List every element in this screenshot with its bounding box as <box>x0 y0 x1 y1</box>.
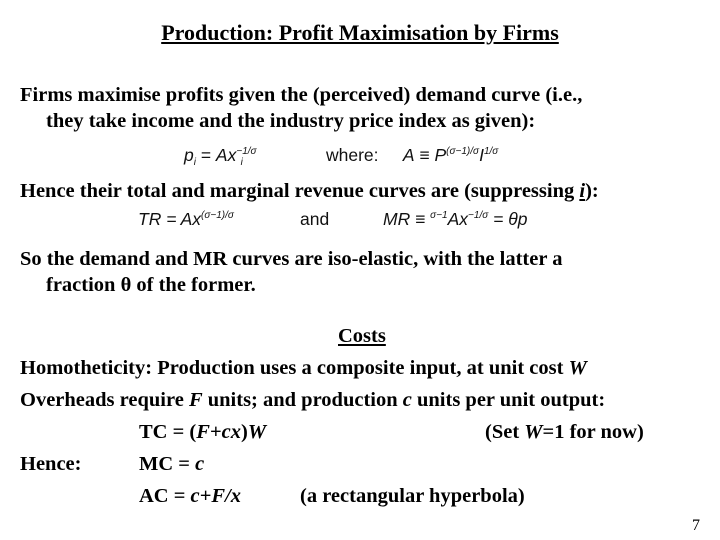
para1-line1: Firms maximise profits given the (perceived) demand curve (i.e., <box>20 84 583 106</box>
theta-symbol: θ <box>120 274 132 296</box>
para1-line2: they take income and the industry price index as given): <box>46 110 536 132</box>
average-cost-formula: AC = c+F/x <box>139 485 241 507</box>
hyperbola-note: (a rectangular hyperbola) <box>300 485 525 507</box>
costs-heading: Costs <box>338 325 386 347</box>
page-number: 7 <box>692 517 700 534</box>
set-w-note: (Set W=1 for now) <box>485 421 644 443</box>
overheads-line: Overheads require F units; and production c units per unit output: <box>20 389 606 411</box>
total-revenue-equation: TR = $Ax^{(\sigma-1)/\sigma}$ <box>138 209 234 229</box>
where-definition: where: $A \equiv P^{(\sigma-1)/\sigma}I^{1/\sigma}$ <box>326 145 499 165</box>
marginal-cost-formula: MC = c <box>139 453 205 475</box>
homotheticity-line: Homotheticity: Production uses a composite input, at unit cost W <box>20 357 587 379</box>
slide-title: Production: Profit Maximisation by Firms <box>161 20 559 45</box>
and-connector: and <box>300 209 330 229</box>
hence-label: Hence: <box>20 453 82 475</box>
demand-equation: $p_i = Ax^{-1/\sigma}_i$ <box>184 145 257 168</box>
total-cost-formula: TC = (F+cx)W <box>139 421 267 443</box>
marginal-revenue-equation: MR ≡ $^{\sigma-1}Ax^{-1/\sigma} = \theta p$ <box>383 209 528 229</box>
para3-line1: So the demand and MR curves are iso-elastic, with the latter a <box>20 248 563 270</box>
para3-line2: fraction θ of the former. <box>46 274 256 296</box>
para2: Hence their total and marginal revenue curves are (suppressing i): <box>20 180 599 202</box>
